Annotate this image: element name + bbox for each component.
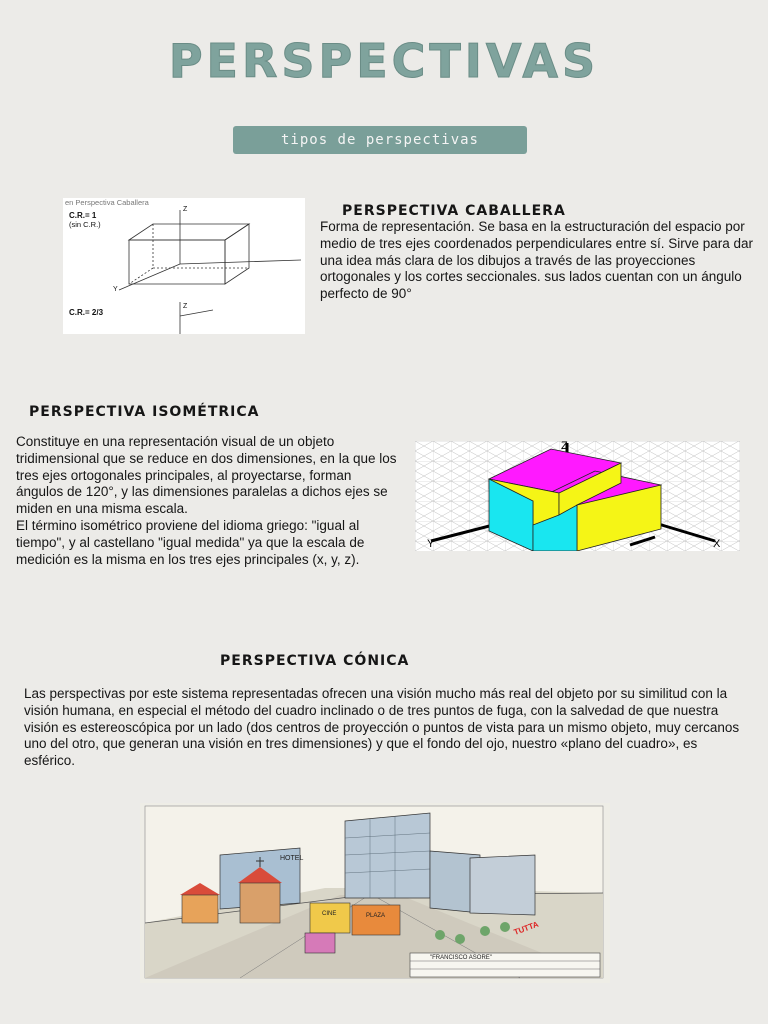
isometrica-axis-z: Z — [561, 441, 568, 452]
caballera-box-drawing — [119, 210, 301, 334]
caballera-axis-z: Z — [183, 206, 188, 213]
isometrica-figure — [415, 441, 740, 551]
caballera-label-sincr: (sin C.R.) — [69, 220, 101, 229]
caballera-axis-y: Y — [113, 286, 118, 293]
conica-sign-hotel: HOTEL — [280, 855, 304, 862]
conica-text: Las perspectivas por este sistema representadas ofrecen una visión mucho más real del objeto por su similitud con la visión humana, en especial el método del cuadro inclinado o de tres puntos de fuga, con la salvedad de que nuestra visión es estereoscópica por un lado (dos centros de proyección o puntos de vista para un mismo objeto, muy cercanos uno del otro, que generan una visión en tres dimensiones) y que el fondo del ojo, nuestro «plano del cuadro», es esférico. — [24, 686, 740, 769]
caballera-caption: en Perspectiva Caballera — [65, 198, 149, 207]
isometrica-text-2: El término isométrico proviene del idioma griego: "igual al tiempo", y al castellano "igual medida" ya que la escala de medición es la misma en los tres ejes principales (x, y, z). — [16, 517, 365, 567]
caballera-heading: PERSPECTIVA CABALLERA — [342, 203, 566, 219]
caballera-label-cr1: C.R.= 1 — [69, 211, 97, 220]
isometrica-axis-y: Y — [427, 538, 435, 550]
isometrica-heading: PERSPECTIVA ISOMÉTRICA — [29, 404, 260, 420]
isometrica-axis-x: X — [713, 538, 721, 550]
isometrica-text-1: Constituye en una representación visual de un objeto tridimensional que se reduce en dos dimensiones, en la que los tres ejes ortogonales principales, al proyectarse, forman ángulos de 120°, y las dimensiones paralelas a dichos ejes se miden en una misma escala. — [16, 434, 397, 517]
subtitle-badge: tipos de perspectivas — [233, 126, 527, 154]
caballera-label-cr2: C.R.= 2/3 — [69, 308, 104, 317]
caballera-figure — [63, 198, 305, 334]
conica-figure — [140, 803, 610, 983]
caballera-text: Forma de representación. Se basa en la estructuración del espacio por medio de tres ejes coordenados perpendiculares entre sí. Sirve para dar una idea más clara de los dibujos a través de las proyecciones ortogonales y los cortes seccionales. sus lados cuentan con un ángulo perfecto de 90° — [320, 219, 753, 302]
isometrica-text — [16, 434, 398, 568]
conica-sign-school: "FRANCISCO ASORE" — [430, 955, 492, 961]
conica-sign-cine: CINE — [322, 911, 337, 917]
caballera-axis-z2: Z — [183, 303, 188, 310]
page-title: PERSPECTIVAS — [168, 34, 600, 88]
conica-sign-plaza: PLAZA — [366, 913, 386, 919]
conica-sign-tutta: TUTTA — [512, 919, 540, 937]
conica-heading: PERSPECTIVA CÓNICA — [220, 653, 410, 669]
